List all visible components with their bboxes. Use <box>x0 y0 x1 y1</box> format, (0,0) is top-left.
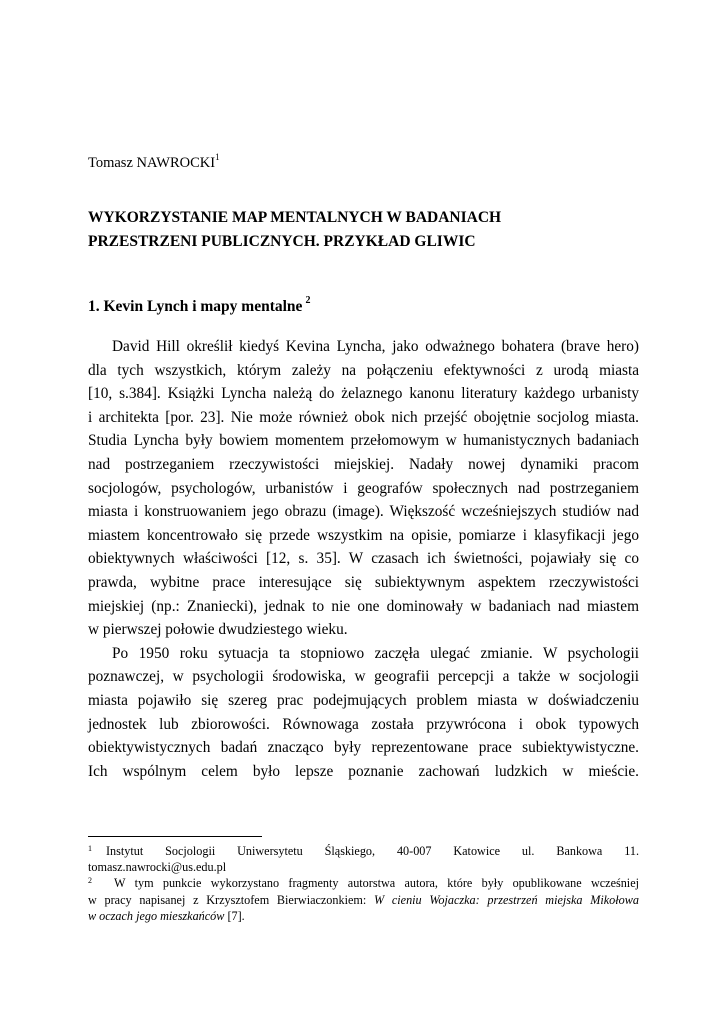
body-line: jednostek lub zbiorowości. Równowaga została przywrócona i obok typowych <box>88 715 639 733</box>
footnote-separator <box>88 836 262 837</box>
body-line: w pierwszej połowie dwudziestego wieku. <box>88 621 348 639</box>
footnote-2-mark: 2 <box>88 876 92 886</box>
body-line: prawda, wybitne prace interesujące się subiektywnym aspektem rzeczywistości <box>88 573 639 591</box>
title-line-2: PRZESTRZENI PUBLICZNYCH. PRZYKŁAD GLIWIC <box>88 233 476 250</box>
body-line: David Hill określił kiedyś Kevina Lyncha, jako odważnego bohatera (brave hero) <box>112 338 639 355</box>
body-line: nad postrzeganiem rzeczywistości miejskiej. Nadały nowej dynamiki pracom <box>88 455 639 473</box>
body-line: [10, s.384]. Książki Lyncha należą do żelaznego kanonu literatury każdego urbanisty <box>88 385 639 403</box>
footnote-2-text: W tym punkcie wykorzystano fragmenty autorstwa autora, które były opublikowane wcześniej <box>114 876 639 891</box>
section-heading <box>88 293 310 317</box>
footnote-1-email[interactable]: tomasz.nawrocki@us.edu.pl <box>88 860 227 875</box>
footnote-2-text-plain: w pracy napisanej z Krzysztofem Bierwiaczonkiem: <box>88 892 374 907</box>
body-line: Po 1950 roku sytuacja ta stopniowo zaczęła ulegać zmianie. W psychologii <box>112 644 639 662</box>
body-line: dla tych wszystkich, którym zależy na połączeniu efektywności z urodą miasta <box>88 361 639 379</box>
body-line: miejskiej (np.: Znaniecki), jednak to nie one dominowały w badaniach nad miastem <box>88 597 639 615</box>
footnote-2-line-1 <box>88 875 639 891</box>
author-line <box>88 149 220 172</box>
body-line: miasta i konstruowaniem jego obrazu (image). Większość wcześniejszych studiów nad <box>88 503 639 521</box>
body-line: miastem koncentrowało się przede wszystkim na opisie, pomiarze i klasyfikacji jego <box>88 526 639 544</box>
body-line: obiektywistycznych badań znacząco były reprezentowane prace subiektywistyczne. <box>88 739 639 757</box>
footnote-1-line-2 <box>88 859 639 875</box>
footnote-2-book-title: W cieniu Wojaczka: przestrzeń miejska Mikołowa <box>373 892 639 907</box>
paper-title <box>88 206 639 254</box>
title-line-1: WYKORZYSTANIE MAP MENTALNYCH W BADANIACH <box>88 209 502 226</box>
footnote-2-book-title-cont: w oczach jego mieszkańców <box>88 908 225 923</box>
footnote-1-text: Instytut Socjologii Uniwersytetu Śląskiego, 40-007 Katowice ul. Bankowa 11. <box>106 844 639 858</box>
section-heading-text: 1. Kevin Lynch i mapy mentalne <box>88 298 303 316</box>
body-line: poznawczej, w psychologii środowiska, w geografii percepcji a także w socjologii <box>88 668 639 686</box>
author-name: Tomasz NAWROCKI <box>88 154 216 171</box>
body-line: socjologów, psychologów, urbanistów i geografów społecznych nad postrzeganiem <box>88 479 639 497</box>
body-line: Studia Lyncha były bowiem momentem przełomowym w humanistycznych badaniach <box>88 432 639 450</box>
footnote-1-mark: 1 <box>88 844 92 853</box>
section-footnote-mark[interactable]: 2 <box>305 295 311 306</box>
body-text <box>88 335 639 783</box>
footnote-1-line-1 <box>88 843 639 859</box>
footnote-2-line-3 <box>88 908 639 924</box>
body-line: obiektywnych właściwości [12, s. 35]. W czasach ich świetności, pojawiały się co <box>88 550 639 568</box>
body-line: miasta pojawiło się szereg prac podejmujących problem miasta w doświadczeniu <box>88 691 639 709</box>
footnote-2-line-2 <box>88 892 639 908</box>
footnote-2-citation: [7]. <box>224 908 245 923</box>
body-line: i architekta [por. 23]. Nie może również obok nich przejść obojętnie socjolog miasta. <box>88 408 639 426</box>
body-line: Ich wspólnym celem było lepsze poznanie zachowań ludzkich w mieście. <box>88 762 639 780</box>
author-footnote-mark[interactable]: 1 <box>215 152 220 162</box>
footnotes <box>88 843 639 924</box>
